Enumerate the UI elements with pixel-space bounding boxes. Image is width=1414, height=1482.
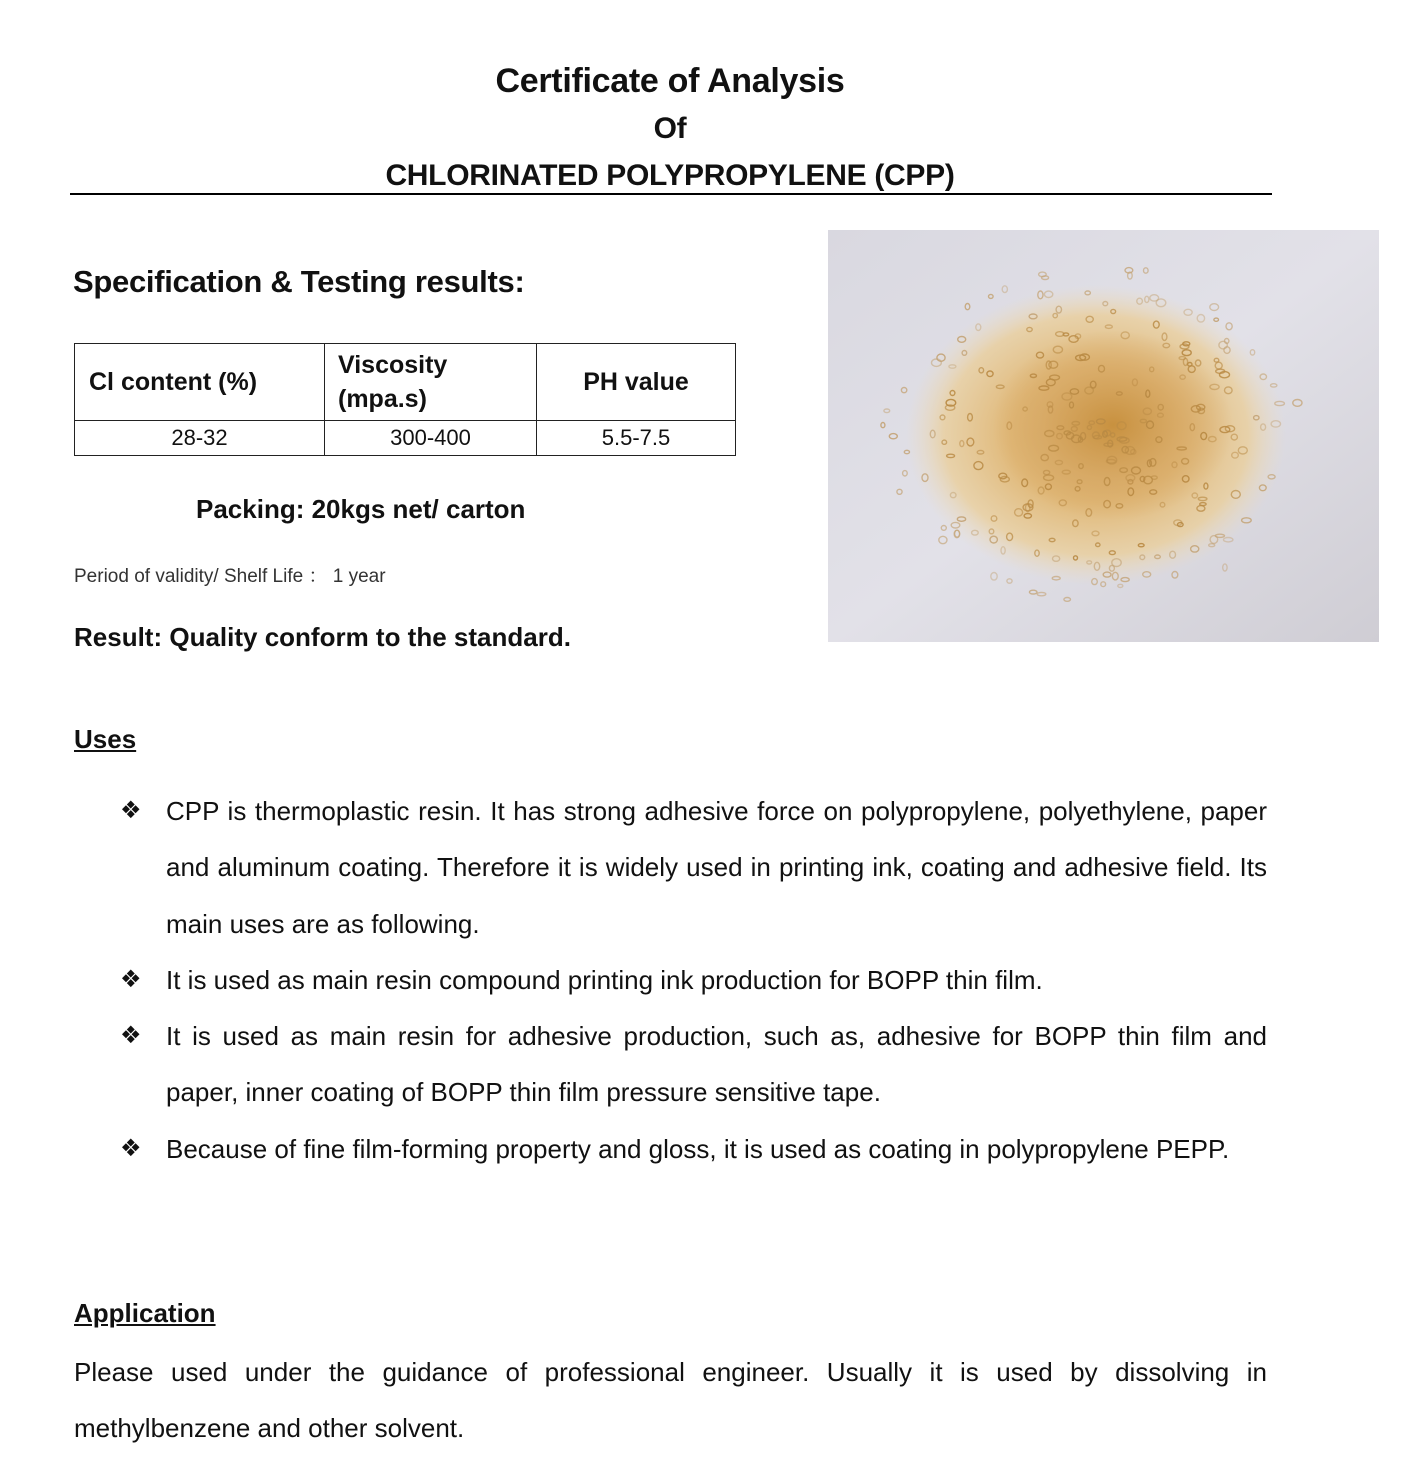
uses-item-1 bbox=[117, 783, 1267, 952]
uses-item-text: CPP is thermoplastic resin. It has strong adhesive force on polypropylene, polyethylene, paper and aluminum coating. Therefore it is widely used in printing ink, coating and adhesive field. Its main uses are as following. bbox=[166, 796, 1267, 939]
uses-item-text: Because of fine film-forming property and gloss, it is used as coating in polypropylene PEPP. bbox=[166, 1133, 1230, 1164]
product-photo bbox=[828, 230, 1379, 642]
uses-item-3 bbox=[117, 1008, 1267, 1121]
spec-value-row bbox=[75, 421, 736, 456]
title-line-2: Of bbox=[653, 112, 687, 145]
uses-item-text: It is used as main resin compound printing ink production for BOPP thin film. bbox=[166, 964, 1043, 995]
cell-viscosity: 300-400 bbox=[325, 421, 537, 456]
uses-item-text: It is used as main resin for adhesive production, such as, adhesive for BOPP thin film and paper, inner coating of BOPP thin film pressure sensitive tape. bbox=[166, 1021, 1267, 1108]
application-heading: Application bbox=[74, 1298, 216, 1328]
cell-cl-content: 28-32 bbox=[75, 421, 325, 456]
title-line-1: Certificate of Analysis bbox=[495, 62, 845, 100]
uses-heading: Uses bbox=[74, 724, 137, 754]
result-statement: Result: Quality conform to the standard. bbox=[74, 622, 571, 652]
application-text: Please used under the guidance of professional engineer. Usually it is used by dissolving in methylbenzene and other solvent. bbox=[74, 1357, 1267, 1444]
spec-heading: Specification & Testing results: bbox=[73, 264, 525, 299]
title-divider bbox=[70, 193, 1272, 195]
spec-header-row bbox=[75, 344, 736, 421]
diamond-bullet-icon: ❖ bbox=[120, 965, 142, 993]
cell-ph-value: 5.5-7.5 bbox=[537, 421, 736, 456]
packing-info: Packing: 20kgs net/ carton bbox=[196, 494, 526, 524]
diamond-bullet-icon: ❖ bbox=[120, 1134, 142, 1162]
column-header-ph-value: PH value bbox=[537, 344, 736, 421]
uses-list bbox=[117, 783, 1267, 1177]
diamond-bullet-icon: ❖ bbox=[120, 1022, 142, 1050]
column-header-cl-content: Cl content (%) bbox=[75, 344, 325, 421]
title-line-3: CHLORINATED POLYPROPYLENE (CPP) bbox=[385, 159, 955, 192]
cpp-granules-image bbox=[828, 230, 1379, 642]
uses-item-2 bbox=[117, 952, 1267, 1008]
spec-table bbox=[74, 343, 736, 456]
diamond-bullet-icon: ❖ bbox=[120, 797, 142, 824]
document-title bbox=[0, 58, 1340, 199]
shelf-life-info: Period of validity/ Shelf Life ： 1 year bbox=[74, 566, 386, 587]
column-header-viscosity: Viscosity (mpa.s) bbox=[325, 344, 537, 421]
uses-item-4 bbox=[117, 1121, 1267, 1177]
